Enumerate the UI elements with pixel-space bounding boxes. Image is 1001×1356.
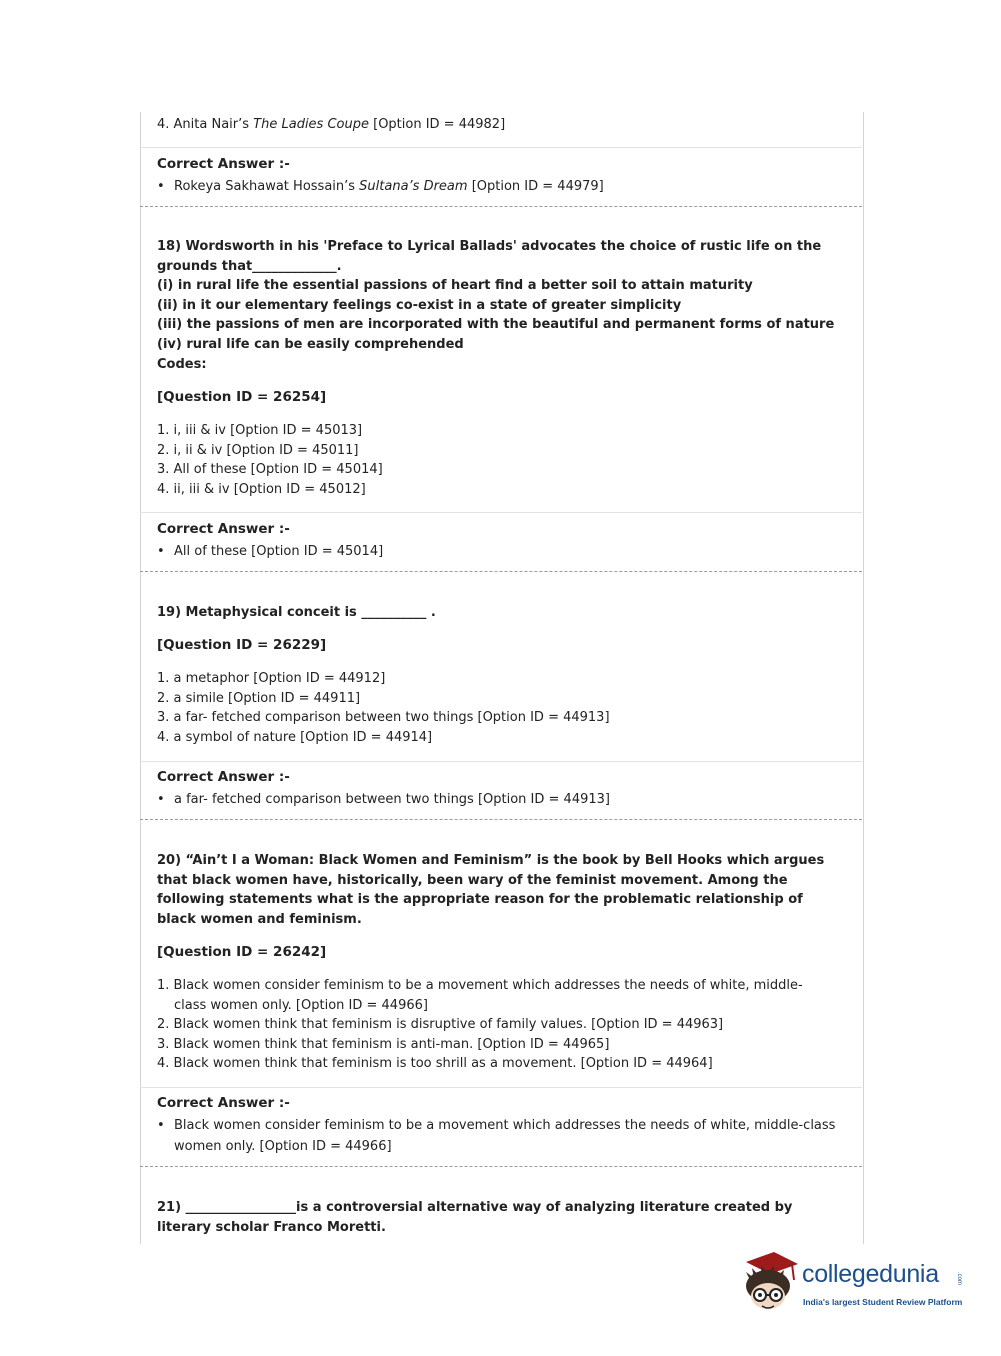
logo-wordmark: collegedunia bbox=[802, 1260, 939, 1288]
q19-correct-answer bbox=[140, 768, 862, 811]
correct-answer-heading: Correct Answer :- bbox=[157, 521, 290, 537]
q18-correct-answer bbox=[140, 520, 862, 563]
option-1: 1. a metaphor [Option ID = 44912] bbox=[157, 671, 386, 686]
correct-answer-item: • Black women consider feminism to be a movement which addresses the needs of white, middle-class women only. [Option ID = 44966] bbox=[157, 1118, 836, 1154]
q17-correct-answer bbox=[140, 155, 862, 198]
question-separator bbox=[140, 819, 862, 820]
q19-options bbox=[140, 669, 862, 747]
q20-correct-answer bbox=[140, 1094, 862, 1157]
option-2: 2. Black women think that feminism is disruptive of family values. [Option ID = 44963] bbox=[157, 1017, 724, 1033]
statement-iv: (iv) rural life can be easily comprehended bbox=[157, 336, 464, 352]
correct-answer-heading: Correct Answer :- bbox=[157, 156, 290, 172]
q18-options bbox=[140, 421, 862, 499]
correct-answer-heading: Correct Answer :- bbox=[157, 769, 290, 785]
correct-answer-heading: Correct Answer :- bbox=[157, 1095, 290, 1111]
q20-options bbox=[140, 976, 862, 1074]
logo-tagline: India's largest Student Review Platform bbox=[803, 1297, 963, 1307]
option-2: 2. i, ii & iv [Option ID = 45011] bbox=[157, 442, 359, 458]
question-text: 19) Metaphysical conceit is __________ . bbox=[157, 605, 436, 620]
divider bbox=[140, 147, 862, 148]
option-4: 4. Black women think that feminism is too shrill as a movement. [Option ID = 44964] bbox=[157, 1056, 713, 1072]
divider bbox=[140, 512, 862, 513]
statement-iii: (iii) the passions of men are incorporated with the beautiful and permanent forms of nature bbox=[157, 317, 835, 333]
option-3: 3. Black women think that feminism is anti-man. [Option ID = 44965] bbox=[157, 1036, 610, 1052]
correct-answer-item: • All of these [Option ID = 45014] bbox=[157, 544, 384, 559]
option-3: 3. All of these [Option ID = 45014] bbox=[157, 462, 383, 478]
option-4: 4. ii, iii & iv [Option ID = 45012] bbox=[157, 481, 366, 497]
option-2: 2. a simile [Option ID = 44911] bbox=[157, 690, 361, 706]
correct-answer-item: • a far- fetched comparison between two things [Option ID = 44913] bbox=[157, 792, 610, 807]
option-3: 3. a far- fetched comparison between two things [Option ID = 44913] bbox=[157, 710, 610, 726]
statement-ii: (ii) in it our elementary feelings co-exist in a state of greater simplicity bbox=[157, 297, 682, 313]
codes-label: Codes: bbox=[157, 356, 207, 372]
option-4: 4. a symbol of nature [Option ID = 44914] bbox=[157, 729, 433, 745]
collegedunia-logo bbox=[740, 1250, 970, 1320]
q17-option-4: 4. Anita Nair’s The Ladies Coupe [Option ID = 44982] bbox=[157, 117, 506, 132]
option-1: 1. i, iii & iv [Option ID = 45013] bbox=[157, 423, 363, 438]
question-text: 20) “Ain’t I a Woman: Black Women and Feminism” is the book by Bell Hooks which argues that black women have, historically, been wary of the feminist movement. Among the following statements what is the appropriate reason for the problematic relationship of black women and feminism. bbox=[157, 853, 825, 927]
logo-com: .com bbox=[956, 1272, 962, 1286]
q18-stem bbox=[140, 237, 862, 374]
divider bbox=[140, 1087, 862, 1088]
option-1: 1. Black women consider feminism to be a movement which addresses the needs of white, middle-class women only. [Option ID = 44966] bbox=[157, 978, 803, 1013]
question-separator bbox=[140, 1166, 862, 1167]
q20-stem bbox=[140, 851, 862, 929]
question-separator bbox=[140, 571, 862, 572]
question-separator bbox=[140, 206, 862, 207]
correct-answer-item: • Rokeya Sakhawat Hossain’s Sultana’s Dream [Option ID = 44979] bbox=[157, 179, 604, 194]
question-text: 21) _________________is a controversial alternative way of analyzing literature created by literary scholar Franco Moretti. bbox=[157, 1200, 793, 1235]
q21-stem bbox=[140, 1198, 862, 1237]
q18-question-id: [Question ID = 26254] bbox=[157, 389, 327, 405]
q19-stem bbox=[140, 603, 862, 623]
q20-question-id: [Question ID = 26242] bbox=[157, 944, 327, 960]
q19-question-id: [Question ID = 26229] bbox=[157, 637, 327, 653]
statement-i: (i) in rural life the essential passions of heart find a better soil to attain maturity bbox=[157, 278, 753, 294]
question-text: 18) Wordsworth in his 'Preface to Lyrical Ballads' advocates the choice of rustic life on the grounds that_____________. bbox=[157, 239, 822, 274]
divider bbox=[140, 761, 862, 762]
mascot-icon bbox=[740, 1250, 802, 1316]
